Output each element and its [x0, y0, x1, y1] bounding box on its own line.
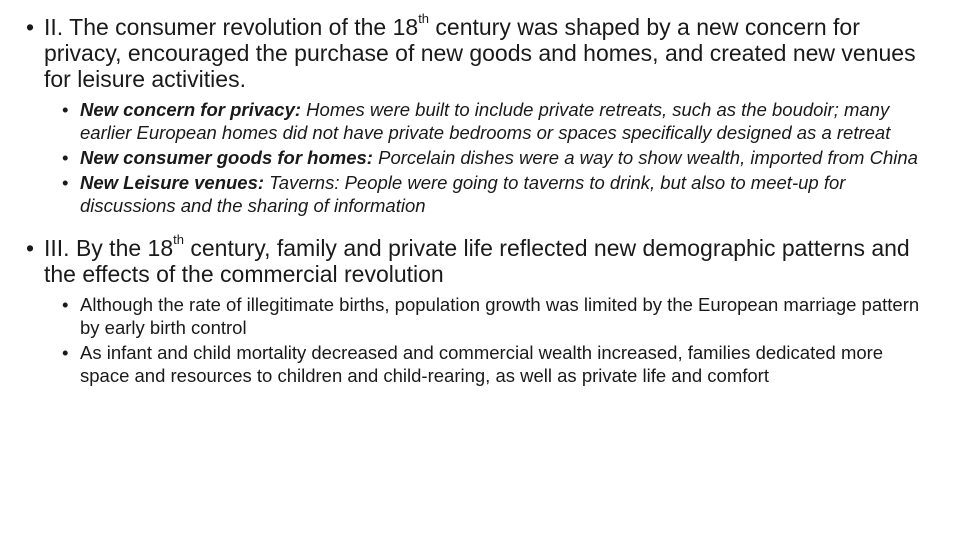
main-point-text	[44, 11, 916, 92]
main-point-suffix: century was shaped by a new concern for privacy, encouraged the purchase of new goods and homes, and created new venues for leisure activities.	[44, 14, 916, 92]
main-point-prefix: II. The consumer revolution of the 18	[44, 14, 419, 40]
main-point-ii	[26, 11, 920, 92]
sub-point-child-mortality	[62, 341, 920, 387]
bullet-icon: •	[62, 147, 69, 168]
ordinal-suffix: th	[173, 232, 184, 248]
sub-point-leisure	[62, 171, 920, 217]
sub-point-label: New Leisure venues:	[80, 172, 265, 193]
sub-point-birth-rate	[62, 293, 920, 339]
main-point-prefix: III. By the 18	[44, 235, 174, 261]
main-point-text	[44, 232, 910, 287]
ordinal-suffix: th	[418, 11, 430, 27]
bullet-icon: •	[62, 99, 69, 120]
bullet-icon: •	[62, 172, 69, 193]
sub-point-consumer-goods	[62, 146, 920, 169]
sub-points-iii	[62, 293, 920, 387]
sub-point-text: Taverns: People were going to taverns to drink, but also to meet-up for discussions and the sharing of information	[80, 172, 846, 216]
main-point-iii	[26, 232, 920, 287]
sub-point-text: Porcelain dishes were a way to show wealth, imported from China	[372, 147, 918, 168]
sub-points-ii	[62, 98, 920, 217]
sub-point-text: Homes were built to include private retreats, such as the boudoir; many earlier European homes did not have private bedrooms or spaces specifically designed as a retreat	[80, 99, 891, 143]
sub-point-privacy	[62, 98, 920, 144]
sub-point-text: As infant and child mortality decreased and commercial wealth increased, families dedicated more space and resources to children and child-rearing, as well as private life and comfort	[80, 342, 884, 386]
bullet-icon: •	[26, 235, 35, 261]
sub-point-label: New concern for privacy:	[80, 99, 302, 120]
main-point-suffix: century, family and private life reflected new demographic patterns and the effects of the commercial revolution	[44, 235, 910, 287]
bullet-icon: •	[62, 342, 69, 363]
bullet-icon: •	[26, 14, 35, 40]
sub-point-label: New consumer goods for homes:	[80, 147, 373, 168]
sub-point-text: Although the rate of illegitimate births, population growth was limited by the European marriage pattern by early birth control	[80, 294, 920, 338]
bullet-icon: •	[62, 294, 69, 315]
